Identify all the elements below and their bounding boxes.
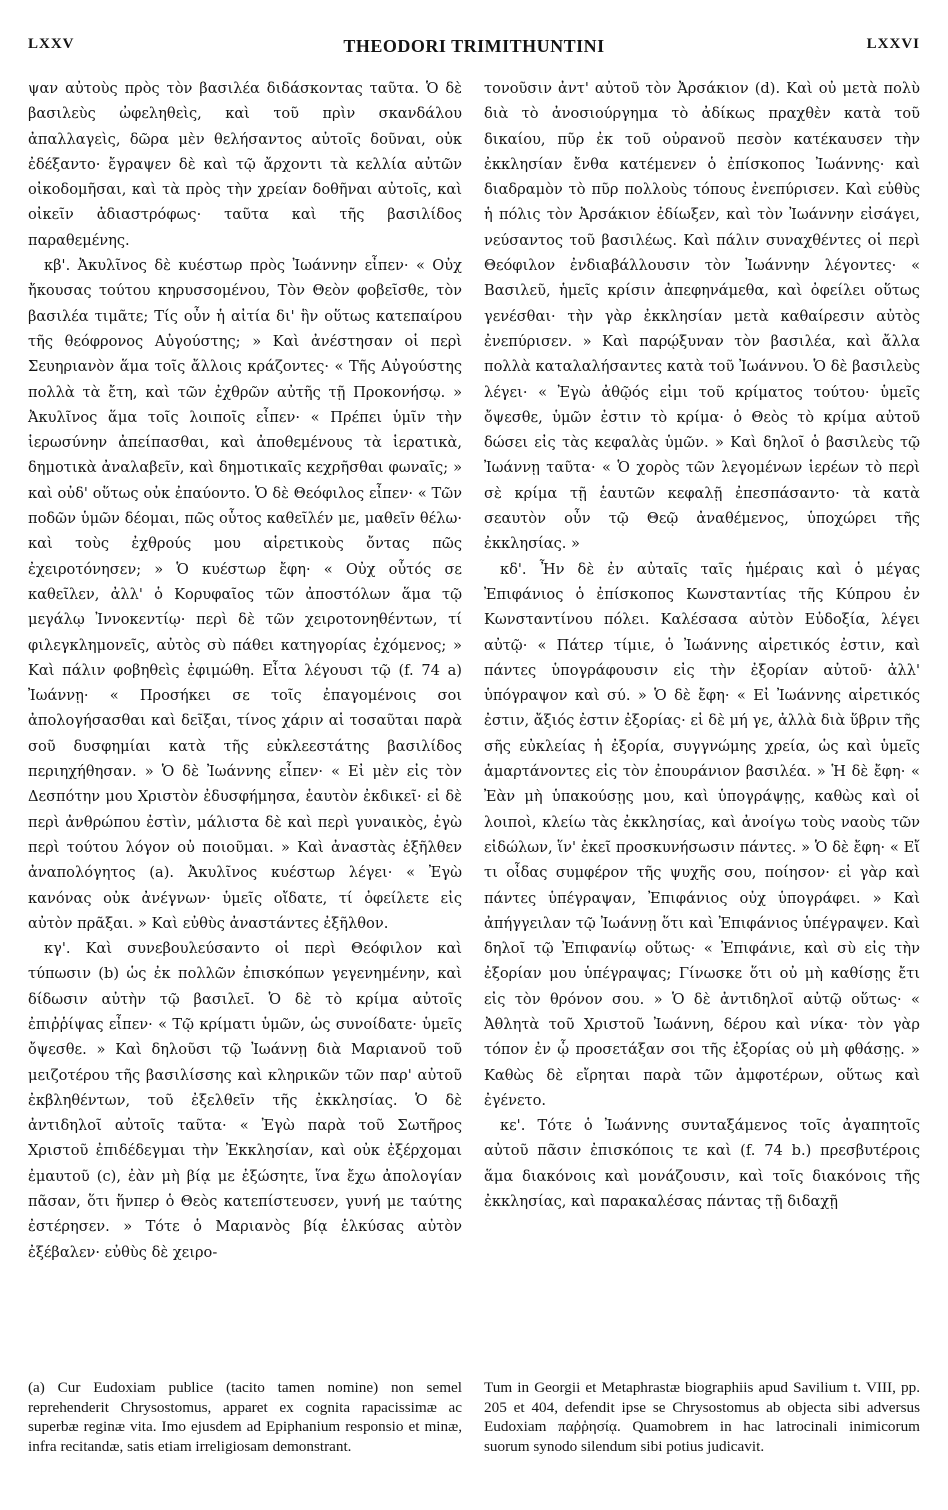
paragraph-section-22: κβ'. Ἀκυλῖνος δὲ κυέστωρ πρὸς Ἰωάννην εἶπεν· « Οὐχ ἤκουσας τούτου κηρυσσομένου, Τὸν Θεὸν φοβεῖσθε, τὸν βασιλέα τιμᾶτε; Τίς οὖν ἡ αἰτία δι' ἣν οὕτως κατεπαίρου τῆς θεόφρονος Αὐγούστης; » Καὶ ἀνέστησαν οἱ περὶ Σευηριανὸν ἅμα τοῖς ἄλλοις κράζοντες· « Τῆς Αὐγούστης πολλὰ τὰ ἔτη, καὶ τῶν ἐχθρῶν αὐτῆς τῇ Προκονήσῳ. » Ἀκυλῖνος ἅμα τοῖς λοιποῖς εἶπεν· « Πρέπει ὑμῖν τὴν ἱερωσύνην ἀπείπασθαι, καὶ ἀποθεμένους τὰ ἱερατικὰ, δημοτικὰ ἀναλαβεῖν, καὶ δημοτικαῖς κεχρῆσθαι φωναῖς; » καὶ οὐδ' οὕτως οὐκ ἐπαύοντο. Ὁ δὲ Θεόφιλος εἶπεν· « Τῶν ποδῶν ὑμῶν δέομαι, πῶς οὗτος καθεῖλέν με, μαθεῖν θέλω· καὶ τοὺς ἐχθρούς μου αἱρετικοὺς ὄντας πῶς ἐχειροτόνησεν; » Ὁ κυέστωρ ἔφη· « Οὐχ οὗτός σε καθεῖλεν, ἀλλ' ὁ Κορυφαῖος τῶν ἀποστόλων ἅμα τῷ μεγάλῳ Ἰννοκεντίῳ· περὶ δὲ τῶν χειροτονηθέντων, τί φιλεγκλημονεῖς, αὐτὸς σὺ πάθει κατηγορίας ἐχόμενος; » Καὶ πάλιν φοβηθεὶς ἐφιμώθη. Εἶτα λέγουσι τῷ (f. 74 a) Ἰωάννῃ· « Προσήκει σε τοῖς ἐπαγομένοις σοι ἀπολογήσασθαι καὶ δεῖξαι, τίνος χάριν αἱ τοσαῦται παρὰ σοῦ δυσφημίαι κατὰ τῆς εὐκλεεστάτης βασιλίδος περιηχήθησαν. » Ὁ δὲ Ἰωάννης εἶπεν· « Εἰ μὲν εἰς τὸν Δεσπότην μου Χριστὸν ἐδυσφήμησα, ἑαυτὸν ἐκδικεῖ· εἰ δὲ περὶ ἀνθρώπου ἐστὶν, μάλιστα δὲ καὶ περὶ γυναικὸς, ἐγὼ περὶ τούτου λόγον οὐ ποιοῦμαι. » Καὶ ἀναστὰς ἐξῆλθεν ἀναπολόγητος (a). Ἀκυλῖνος κυέστωρ λέγει· « Ἐγὼ κανόνας οὐκ ἀνέγνων· ὑμεῖς οἴδατε, τί ὀφείλετε εἰς αὐτὸν πρᾶξαι. » Καὶ εὐθὺς ἀναστάντες ἐξῆλθον.	[28, 257, 462, 932]
running-header	[28, 36, 920, 60]
footnote-text: Tum in Georgii et Metaphrastæ biographiis apud Savilium t. VIII, pp. 205 et 404, defendit ipse se Chrysostomus ab objecta sibi adversus Eudoxiam παῤῥησίᾳ. Quamobrem in hac latrocinali inimicorum suorum synodo silendum sibi potius judicavit.	[484, 1379, 920, 1455]
right-page-number: LXXVI	[866, 36, 920, 52]
footnote-right	[484, 1378, 920, 1456]
footnote-left	[28, 1378, 462, 1456]
footnote-text: (a) Cur Eudoxiam publice (tacito tamen nomine) non semel reprehenderit Chrysostomus, apparet ex cognita rapacissimæ ac superbæ reginæ vita. Imo ejusdem ad Epiphanium responsio et minæ, infra recitandæ, satis etiam irreligiosam demonstrant.	[28, 1379, 462, 1455]
paragraph-section-25: κε'. Τότε ὁ Ἰωάννης συνταξάμενος τοῖς ἀγαπητοῖς αὐτοῦ πᾶσιν ἐπισκόποις τε καὶ (f. 74 b.) πρεσβυτέροις ἅμα διακόνοις καὶ μονάζουσιν, καὶ τοῖς διακόνοις τῆς ἐκκλησίας, καὶ παρακαλέσας πάντας τῇ διδαχῇ	[484, 1117, 920, 1211]
paragraph-section-24: κδ'. Ἦν δὲ ἐν αὐταῖς ταῖς ἡμέραις καὶ ὁ μέγας Ἐπιφάνιος ὁ ἐπίσκοπος Κωνσταντίας τῆς Κύπρου ἐν Κωνσταντίνου πόλει. Καλέσασα αὐτὸν Εὐδοξία, λέγει αὐτῷ· « Πάτερ τίμιε, ὁ Ἰωάννης αἱρετικός ἐστιν, καὶ πάντες ὑπογράφουσιν εἰς τὴν ἐξορίαν αὐτοῦ· ἀλλ' ὑπόγραψον καὶ σύ. » Ὁ δὲ ἔφη· « Εἰ Ἰωάννης αἱρετικός ἐστιν, ἄξιός ἐστιν ἐξορίας· εἰ δὲ μή γε, ἀλλὰ διὰ ὕβριν τῆς σῆς εὐκλείας ἡ ἐξορία, συγγνώμης χρεία, ὡς καὶ ὑμεῖς ἁμαρτάνοντες εἰς τὸν ἐπουράνιον βασιλέα. » Ἡ δὲ ἔφη· « Ἐὰν μὴ ὑπακούσῃς μου, καὶ ὑπογράψῃς, καθὼς καὶ οἱ λοιποὶ, κλείω τὰς ἐκκλησίας, καὶ ἀνοίγω τοὺς ναοὺς τῶν εἰδώλων, ἵν' ἐκεῖ προσκυνήσωσιν πάντες. » Ὁ δὲ ἔφη· « Εἴ τι οἶδας συμφέρον τῆς ψυχῆς σου, ποίησον· εἰ γὰρ καὶ πάντες ὑπέγραψαν, Ἐπιφάνιος οὐχ ὑπογράφει. » Καὶ ἀπήγγειλαν τῷ Ἰωάννῃ ὅτι καὶ Ἐπιφάνιος ὑπέγραψεν. Καὶ δηλοῖ τῷ Ἐπιφανίῳ οὕτως· « Ἐπιφάνιε, καὶ σὺ εἰς τὴν ἐξορίαν μου ὑπέγραψας; Γίνωσκε ὅτι οὐ μὴ καθίσῃς ἔτι εἰς τὸν θρόνον σου. » Ὁ δὲ ἀντιδηλοῖ αὐτῷ οὕτως· « Ἀθλητὰ τοῦ Χριστοῦ Ἰωάννη, δέρου καὶ νίκα· τὸν γὰρ τόπον ἐν ᾧ προσετάξαν σοι τῆς ἐξορίας οὐ μὴ φθάσῃς. » Καθὼς δὲ εἴρηται παρὰ τῶν ἀμφοτέρων, οὕτως καὶ ἐγένετο.	[484, 560, 920, 1109]
left-text-column	[28, 76, 462, 1265]
paragraph: τονοῦσιν ἀντ' αὐτοῦ τὸν Ἀρσάκιον (d). Καὶ οὐ μετὰ πολὺ διὰ τὸ ἀνοσιούργημα τὸ ἀδίκως πραχθὲν κατὰ τοῦ δικαίου, πῦρ ἐκ τοῦ οὐρανοῦ πεσὸν κατέκαυσεν τὴν ἐκκλησίαν ἔνθα κατέμενεν ὁ ἐπίσκοπος Ἰωάννης· καὶ διαδραμὸν τὸ πῦρ πολλοὺς τόπους ἐνεπύρισεν. Καὶ εὐθὺς ἡ πόλις τὸν Ἀρσάκιον ἐδίωξεν, καὶ τὸν Ἰωάννην εἰσάγει, νεύσαντος τοῦ βασιλέως. Καὶ πάλιν συναχθέντες οἱ περὶ Θεόφιλον ἐνδιαβάλλουσιν τὸν Ἰωάννην λέγοντες· « Βασιλεῦ, ἡμεῖς κρίσιν ἀπεφηνάμεθα, καὶ ὀφείλει οὕτως γενέσθαι· τὴν γὰρ ἐκκλησίαν μετὰ καθαίρεσιν αὐτὸς ἐνεπύρισεν. » Καὶ παρῴξυναν τὸν βασιλέα, καὶ ἄλλα πολλὰ καταλαλήσαντες κατὰ τοῦ Ἰωάννου. Ὁ δὲ βασιλεὺς λέγει· « Ἐγὼ ἀθῷός εἰμι τοῦ κρίματος τούτου· ὑμεῖς ὄψεσθε, ὑμῶν ἐστιν τὸ κρίμα· ὁ Θεὸς τὸ κρίμα αὐτοῦ δώσει εἰς τὰς κεφαλὰς ὑμῶν. » Καὶ δηλοῖ ὁ βασιλεὺς τῷ Ἰωάννῃ ταῦτα· « Ὁ χορὸς τῶν λεγομένων ἱερέων τὸ περὶ σὲ κρίμα τῇ ἑαυτῶν κεφαλῇ ἐπεσπάσαντο· τὰ κατὰ σεαυτὸν οὖν τῷ Θεῷ ἀναθέμενος, ὑποχώρει τῆς ἐκκλησίας. »	[484, 80, 920, 553]
paragraph-section-23: κγ'. Καὶ συνεβουλεύσαντο οἱ περὶ Θεόφιλον καὶ τύπωσιν (b) ὡς ἐκ πολλῶν ἐπισκόπων γεγενημένην, καὶ δίδωσιν αὐτὴν τῷ βασιλεῖ. Ὁ δὲ τὸ κρίμα αὐτοῖς ἐπιῤῥίψας εἶπεν· « Τῷ κρίματι ὑμῶν, ὡς συνοίδατε· ὑμεῖς ὄψεσθε. » Καὶ δηλοῦσι τῷ Ἰωάννῃ διὰ Μαριανοῦ τοῦ μειζοτέρου τῆς βασιλίσσης καὶ κληρικῶν τῶν παρ' αὐτοῦ ἐκβληθέντων, τοῦ ἐξελθεῖν τῆς ἐκκλησίας. Ὁ δὲ ἀντιδηλοῖ αὐτοῖς ταῦτα· « Ἐγὼ παρὰ τοῦ Σωτῆρος Χριστοῦ ἐπιδέδεγμαι τὴν Ἐκκλησίαν, καὶ οὐκ ἐξέρχομαι ἐμαυτοῦ (c), ἐὰν μὴ βίᾳ με ἐξώσητε, ἵνα ἔχω ἀπολογίαν πᾶσαν, ὅτι ἥνπερ ὁ Θεὸς κατεπίστευσεν, γυνή με ταύτης ἐστέρησεν. » Τότε ὁ Μαριανὸς βίᾳ ἑλκύσας αὐτὸν ἐξέβαλεν· εὐθὺς δὲ χειρο-	[28, 940, 462, 1261]
left-page-number: LXXV	[28, 36, 75, 52]
running-title: THEODORI TRIMITHUNTINI	[343, 36, 605, 56]
paragraph: ψαν αὐτοὺς πρὸς τὸν βασιλέα διδάσκοντας ταῦτα. Ὁ δὲ βασιλεὺς ὠφεληθεὶς, καὶ τοῦ πρὶν σκανδάλου ἀπαλλαγεὶς, δῶρα μὲν θελήσαντος αὐτοῖς δοῦναι, οὐκ ἐδέξαντο· ἔγραψεν δὲ καὶ τῷ ἄρχοντι τὰ κελλία αὐτῶν οἰκοδομῆσαι, καὶ τὰ πρὸς τὴν χρείαν δοθῆναι αὐτοῖς, καὶ οἰκεῖν ἀδιαστρόφως· ταῦτα καὶ τῆς βασιλίδος παραθεμένης.	[28, 80, 462, 249]
right-text-column	[484, 76, 920, 1214]
